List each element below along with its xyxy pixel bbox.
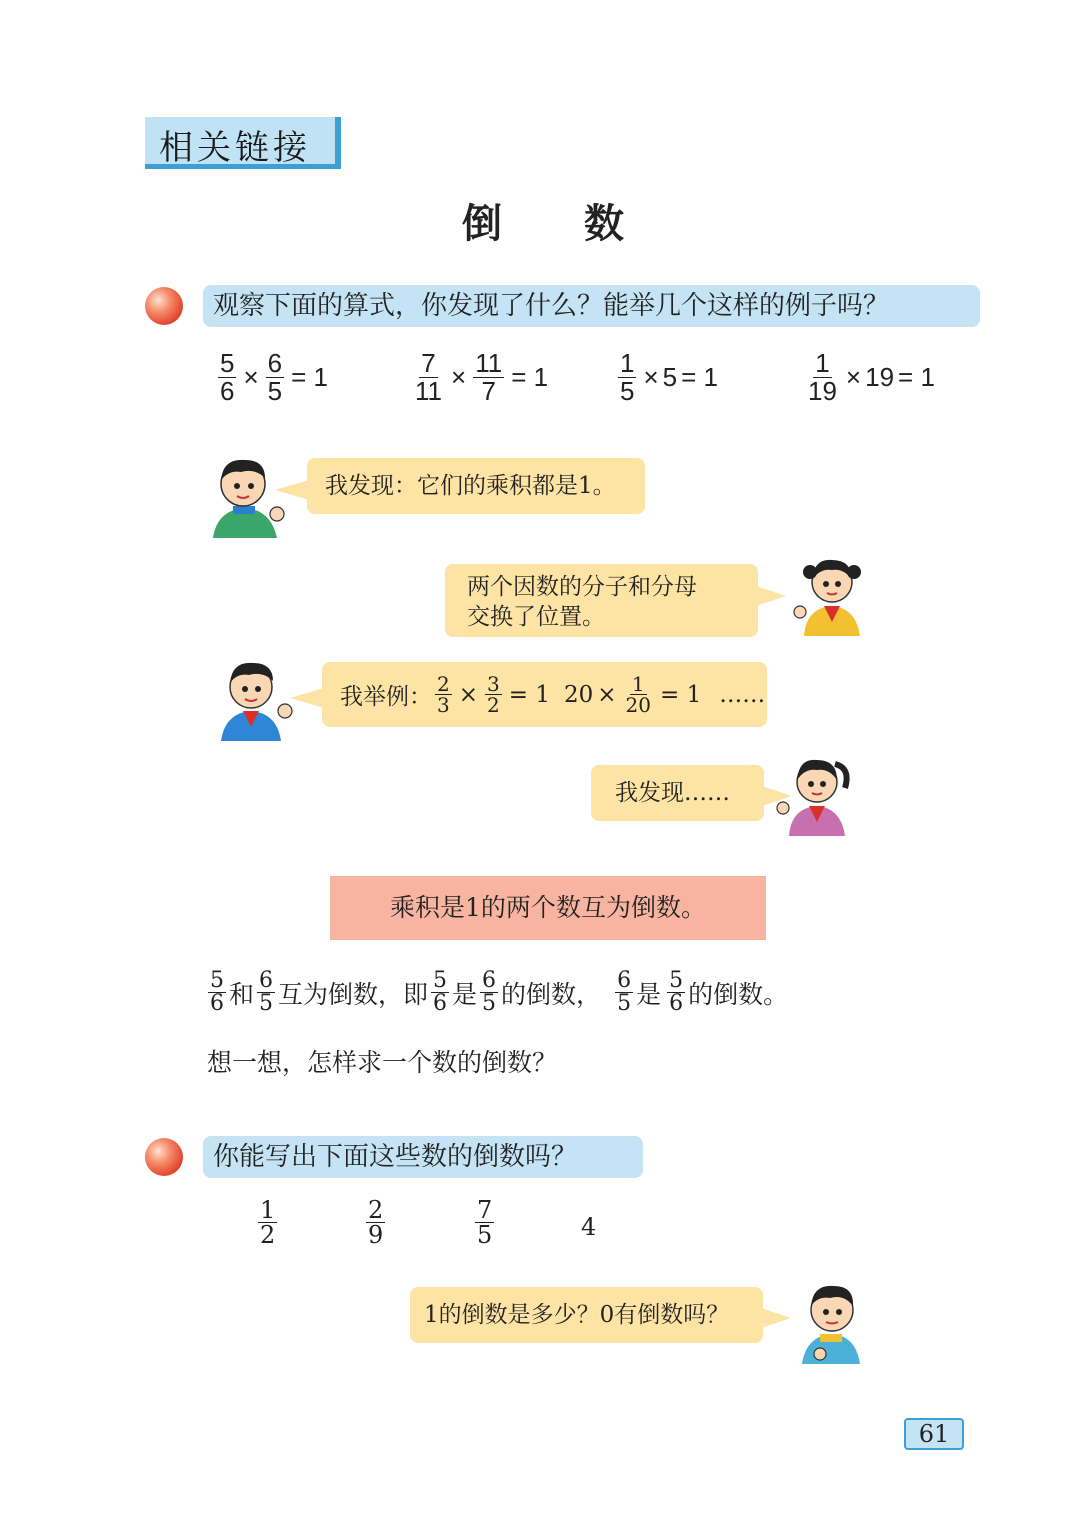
- section-badge: [145, 117, 341, 169]
- bubble-2-line-2: 交换了位置。: [467, 604, 605, 630]
- speech-bubble-2: [445, 564, 758, 637]
- bubble-tail: [761, 1308, 791, 1328]
- girl-character-icon: [775, 748, 855, 836]
- page-number: 61: [904, 1418, 964, 1450]
- think-prompt: 想一想，怎样求一个数的倒数？: [207, 1048, 558, 1077]
- speech-bubble-5: 1的倒数是多少？0有倒数吗？: [410, 1287, 763, 1343]
- equation-1: $\frac{5}{6}$ × $\frac{6}{5}$ = 1: [220, 348, 328, 406]
- question-2: 你能写出下面这些数的倒数吗？: [203, 1136, 643, 1178]
- fraction: $\frac{5}{6}$: [220, 348, 235, 406]
- speech-bubble-4: 我发现……: [591, 765, 764, 821]
- boy-character-icon: [215, 655, 295, 741]
- reciprocal-item: $\frac{7}{5}$: [477, 1196, 493, 1250]
- fraction: $\frac{7}{11}$: [415, 348, 442, 406]
- boy-character-icon: [790, 1278, 870, 1364]
- fraction: $\frac{11}{7}$: [475, 348, 503, 406]
- fraction: $\frac{6}{5}$: [267, 348, 283, 406]
- fraction: $\frac{1}{5}$: [620, 348, 635, 406]
- reciprocal-item: 4: [581, 1213, 597, 1241]
- equation-2: $\frac{7}{11}$ × $\frac{11}{7}$ = 1: [415, 348, 549, 406]
- equation-3: $\frac{1}{5}$ × 5 = 1: [620, 348, 718, 406]
- bubble-2-line-1: 两个因数的分子和分母: [467, 574, 697, 600]
- fraction: $\frac{1}{19}$: [808, 348, 837, 406]
- bullet-ball-icon: [145, 287, 183, 325]
- reciprocal-item: $\frac{2}{9}$: [368, 1196, 384, 1250]
- question-1: 观察下面的算式，你发现了什么？能举几个这样的例子吗？: [203, 285, 980, 327]
- equation-4: $\frac{1}{19}$ × 19 = 1: [808, 348, 935, 406]
- speech-bubble-1: 我发现：它们的乘积都是1。: [307, 458, 645, 514]
- definition-box: 乘积是1的两个数互为倒数。: [330, 876, 766, 940]
- example-line: $\frac{5}{6}$ 和 $\frac{6}{5}$ 互为倒数，即 $\frac{5}{6}$ 是 $\frac{6}{5}$ 的倒数， $\frac{6}{5}$ 是 $\frac{5}{6}$ 的倒数。: [210, 968, 789, 1017]
- bubble-tail: [275, 480, 309, 500]
- bullet-ball-icon: [145, 1138, 183, 1176]
- bubble-tail: [290, 688, 324, 708]
- speech-bubble-3: 我举例： $\frac{2}{3}$ × $\frac{3}{2}$ = 1 20 × $\frac{1}{20}$ = 1 ……: [322, 662, 767, 727]
- girl-character-icon: [790, 550, 870, 636]
- bubble-tail: [756, 586, 786, 606]
- section-badge-label: 相关链接: [159, 128, 311, 168]
- page-title: 倒 数: [462, 201, 658, 247]
- reciprocal-item: $\frac{1}{2}$: [260, 1196, 276, 1250]
